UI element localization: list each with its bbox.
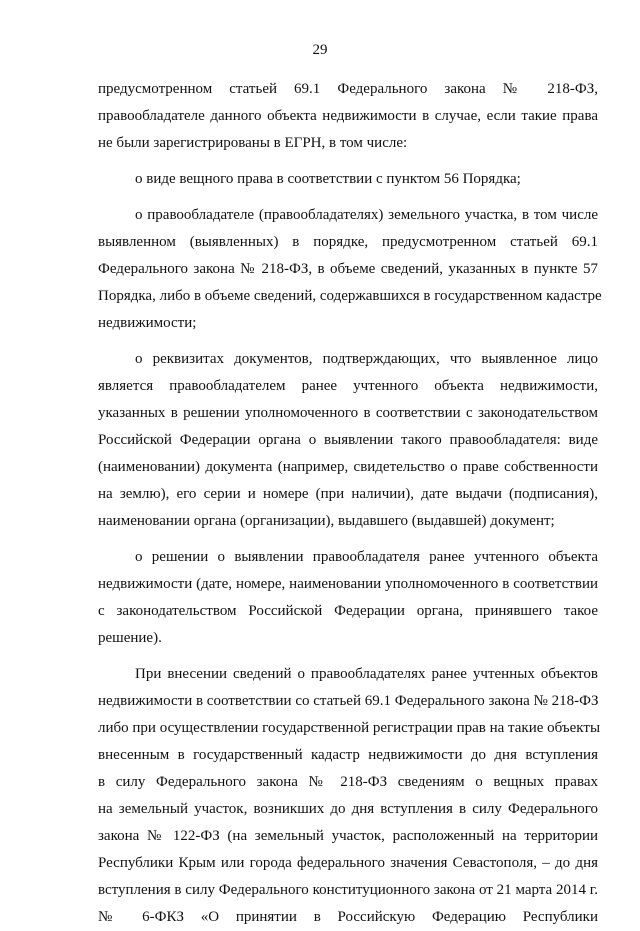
text-line: решение).: [98, 630, 162, 646]
text-line: правообладателе данного объекта недвижимости в случае, если такие права: [98, 108, 598, 124]
text-line: о правообладателе (правообладателях) земельного участка, в том числе: [135, 207, 598, 223]
text-line: выявленном (выявленных) в порядке, предусмотренном статьей 69.1: [98, 234, 598, 250]
text-line: Порядка, либо в объеме сведений, содержавшихся в государственном кадастре: [98, 288, 602, 304]
text-line: внесенным в государственный кадастр недвижимости до дня вступления: [98, 747, 598, 763]
text-line: Федерального закона № 218-ФЗ, в объеме сведений, указанных в пункте 57: [98, 261, 598, 277]
page-number: 29: [312, 42, 328, 58]
text-line: не были зарегистрированы в ЕГРН, в том числе:: [98, 135, 408, 151]
text-line: недвижимости (дате, номере, наименовании уполномоченного в соответствии: [98, 576, 598, 592]
text-line: вступления в силу Федерального конституционного закона от 21 марта 2014 г.: [98, 882, 598, 898]
paragraph-gap: [98, 652, 598, 661]
text-line: Российской Федерации органа о выявлении такого правообладателя: виде: [98, 432, 598, 448]
text-line: При внесении сведений о правообладателях ранее учтенных объектов: [135, 666, 598, 682]
paragraph-gap: [98, 535, 598, 544]
text-line: в силу Федерального закона № 218-ФЗ сведениям о вещных правах: [98, 774, 598, 790]
text-line: недвижимости;: [98, 315, 197, 331]
text-line: на землю), его серии и номере (при наличии), дате выдачи (подписания),: [98, 486, 598, 502]
text-line: недвижимости в соответствии со статьей 69.1 Федерального закона № 218-ФЗ: [98, 693, 599, 709]
text-line: Республики Крым или города федерального значения Севастополя, – до дня: [98, 855, 598, 871]
text-line: либо при осуществлении государственной регистрации прав на такие объекты: [98, 720, 601, 736]
text-line: о решении о выявлении правообладателя ранее учтенного объекта: [135, 549, 598, 565]
document-body: [98, 76, 602, 931]
paragraph-gap: [98, 337, 598, 346]
text-line: о виде вещного права в соответствии с пунктом 56 Порядка;: [135, 171, 521, 187]
text-line: с законодательством Российской Федерации органа, принявшего такое: [98, 603, 598, 619]
text-line: о реквизитах документов, подтверждающих, что выявленное лицо: [135, 351, 598, 367]
text-line: предусмотренном статьей 69.1 Федерального закона № 218-ФЗ,: [98, 81, 598, 97]
paragraph-gap: [98, 193, 598, 202]
text-line: наименовании органа (организации), выдавшего (выдавшей) документ;: [98, 513, 555, 529]
text-line: указанных в решении уполномоченного в соответствии с законодательством: [98, 405, 598, 421]
text-line: № 6-ФКЗ «О принятии в Российскую Федерацию Республики: [98, 909, 598, 925]
text-line: является правообладателем ранее учтенного объекта недвижимости,: [98, 378, 598, 394]
text-line: на земельный участок, возникших до дня вступления в силу Федерального: [98, 801, 598, 817]
paragraph-gap: [98, 157, 598, 166]
text-line: закона № 122-ФЗ (на земельный участок, расположенный на территории: [98, 828, 598, 844]
text-line: (наименовании) документа (например, свидетельство о праве собственности: [98, 459, 598, 475]
